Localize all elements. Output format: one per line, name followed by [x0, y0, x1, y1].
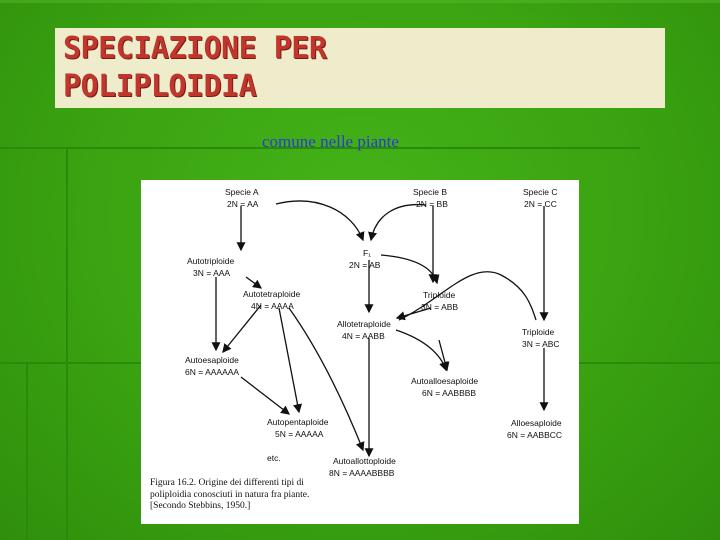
- node-autoallottoploide: [329, 456, 396, 478]
- node-label: Specie C: [523, 187, 558, 197]
- node-autotetraploide: [243, 289, 300, 311]
- diagram-svg: [141, 180, 579, 524]
- node-autotriploide: [187, 256, 235, 278]
- edge-autotetraploide-to-autoesaploide: [223, 305, 261, 352]
- node-formula: 6N = AABBBB: [422, 388, 477, 398]
- edge-wave-to-autoalloesaploide: [439, 340, 447, 370]
- node-formula: 6N = AAAAAA: [185, 367, 240, 377]
- slide-subtitle: comune nelle piante: [262, 132, 399, 151]
- edge-wave-to-triploide-abc: [399, 272, 536, 320]
- node-autopentaploide: [267, 417, 329, 439]
- node-etc: [267, 453, 281, 463]
- figure-caption: [150, 478, 385, 513]
- decor-line-vertical-left2: [26, 362, 28, 540]
- node-label: Allotetraploide: [337, 319, 391, 329]
- node-specie-a: [225, 187, 259, 209]
- node-label: Triploide: [423, 290, 456, 300]
- caption-line-1: Figura 16.2. Origine dei differenti tipi di: [150, 478, 304, 488]
- node-alloesaploide: [507, 418, 562, 440]
- edge-a-to-f1: [276, 201, 363, 240]
- node-label: etc.: [267, 453, 281, 463]
- node-formula: 2N = AB: [349, 260, 381, 270]
- node-label: Triploide: [522, 327, 555, 337]
- edge-autotetraploide-to-autopentaploide: [279, 308, 299, 412]
- decor-light-strip: [0, 0, 720, 3]
- node-label: Specie A: [225, 187, 259, 197]
- node-allotetraploide: [337, 319, 391, 341]
- node-formula: 4N = AABB: [342, 331, 385, 341]
- node-formula: 2N = BB: [416, 199, 448, 209]
- node-triploide-abc: [522, 327, 560, 349]
- node-formula: 4N = AAAA: [251, 301, 294, 311]
- node-specie-b: [413, 187, 448, 209]
- node-triploide-abb: [421, 290, 458, 312]
- node-formula: 2N = AA: [227, 199, 259, 209]
- node-autoesaploide: [185, 355, 239, 377]
- edge-autotriploide-to-autotetraploide: [246, 277, 261, 288]
- edge-f1-to-triploide-abb: [381, 255, 437, 283]
- node-label: Alloesaploide: [511, 418, 562, 428]
- node-autoalloesaploide: [411, 376, 478, 398]
- polyploidy-diagram: [141, 180, 579, 524]
- node-label: F₁: [363, 248, 372, 258]
- node-label: Autopentaploide: [267, 417, 329, 427]
- slide-title: SPECIAZIONE PER POLIPLOIDIA: [63, 31, 327, 104]
- node-label: Autotriploide: [187, 256, 235, 266]
- node-specie-c: [523, 187, 558, 209]
- edge-autoesaploide-to-autopentaploide: [241, 377, 289, 414]
- node-formula: 3N = ABB: [421, 302, 459, 312]
- title-box: [55, 28, 665, 108]
- edge-allotetraploide-to-autoalloesaploide: [396, 330, 446, 370]
- node-label: Autotetraploide: [243, 289, 301, 299]
- node-label: Autoalloesaploide: [411, 376, 479, 386]
- node-formula: 5N = AAAAA: [275, 429, 324, 439]
- node-formula: 3N = AAA: [193, 268, 231, 278]
- decor-line-vertical-left: [66, 147, 68, 540]
- node-formula: 6N = AABBCC: [507, 430, 563, 440]
- node-formula: 8N = AAAABBBB: [329, 468, 395, 478]
- caption-line-3: [Secondo Stebbins, 1950.]: [150, 501, 251, 511]
- node-formula: 2N = CC: [524, 199, 557, 209]
- node-f1: [349, 248, 381, 270]
- node-label: Autoesaploide: [185, 355, 239, 365]
- edge-b-to-f1: [371, 205, 426, 240]
- node-label: Autoallottoploide: [333, 456, 396, 466]
- node-formula: 3N = ABC: [522, 339, 560, 349]
- node-label: Specie B: [413, 187, 448, 197]
- caption-line-2: poliploidia conosciuti in natura fra piante.: [150, 489, 310, 500]
